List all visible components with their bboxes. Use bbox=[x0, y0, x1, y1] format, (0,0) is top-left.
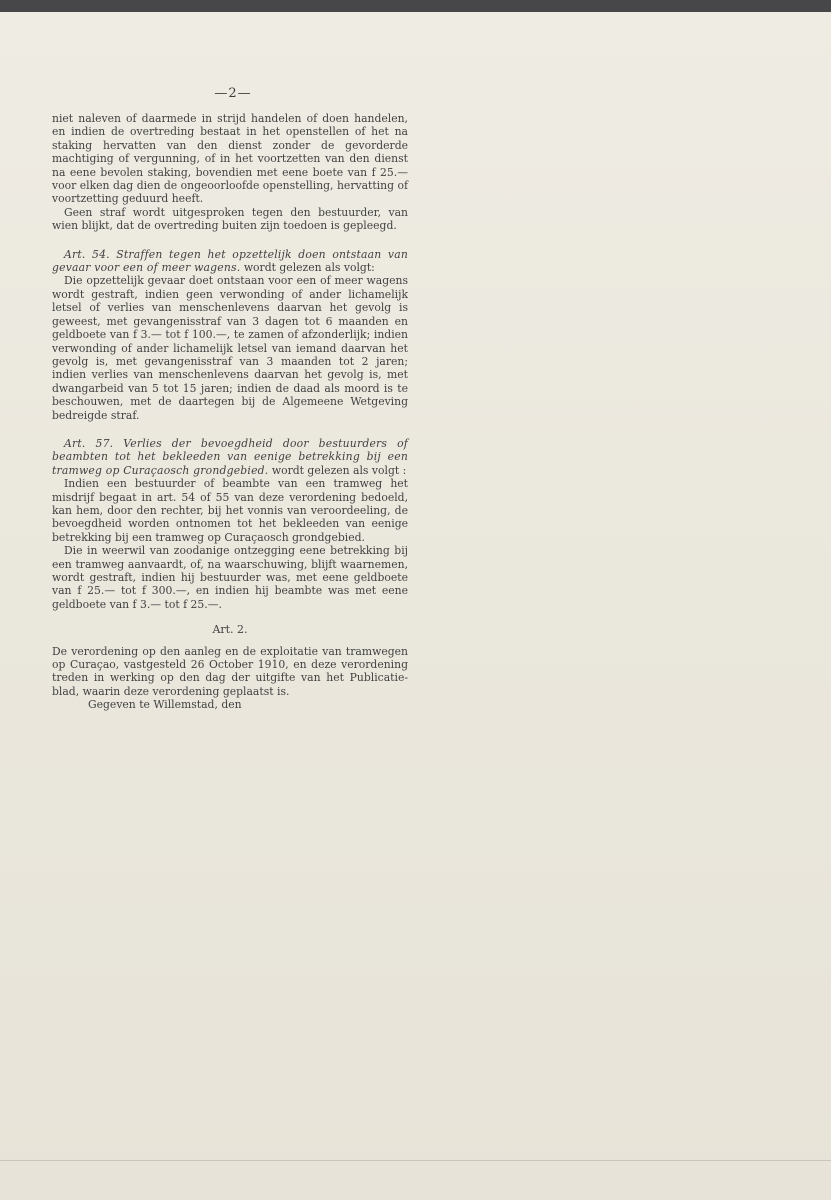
art2-heading: Art. 2. bbox=[212, 623, 248, 637]
art57-tail: wordt gelezen als volgt : bbox=[271, 463, 407, 477]
art54-heading: Art. 54. Straffen tegen het opzettelijk doen ontstaan van gevaar voor een of meer wagens. bbox=[52, 247, 408, 275]
art57-lead bbox=[52, 437, 408, 477]
art57-text-1: Indien een bestuurder of beambte van een tramweg het misdrijf begaat in art. 54 of 55 van deze verordening bedoeld, kan hem, door den rechter, bij het vonnis van veroordeeling, de bevoegdheid worden ontnomen tot het bekleeden van eenige betrekking bij een tramweg op Curaçaosch grondgebied. bbox=[52, 477, 408, 544]
document-body bbox=[52, 112, 408, 712]
art57-heading: Art. 57. Verlies der bevoegdheid door bestuurders of beambten tot het bekleeden van eenige betrekking bij een tramweg op Curaçaosch grondgebied. bbox=[52, 436, 408, 477]
paragraph-no-penalty: Geen straf wordt uitgesproken tegen den bestuurder, van wien blijkt, dat de overtreding buiten zijn toedoen is gepleegd. bbox=[52, 205, 408, 233]
paragraph-intro: niet naleven of daarmede in strijd handelen of doen handelen, en indien de overtreding bestaat in het openstellen of het na staking hervatten van den dienst zonder de gevorderde machtiging of vergunning, of in het voortzetten van den dienst na eene bevolen staking, bovendien met eene boete van f 25.— voor elken dag dien de ongeoorloofde openstelling, hervatting of voortzetting geduurd heeft. bbox=[52, 112, 408, 206]
art54-text: Die opzettelijk gevaar doet ontstaan voor een of meer wagens wordt gestraft, indien geen verwonding of ander lichamelijk letsel of verlies van menschenlevens daarvan het gevolg is geweest, met gevangenisstraf van 3 dagen tot 6 maanden en geldboete van f 3.— tot f 100.—, te zamen of afzonderlijk; indien verwonding of ander lichamelijk letsel van iemand daarvan het gevolg is, met gevangenisstraf van 3 maanden tot 2 jaren; indien verlies van menschenlevens daarvan het gevolg is, met dwangarbeid van 5 tot 15 jaren; indien de daad als moord is te beschouwen, met de daartegen bij de Algemeene Wetgeving bedreigde straf. bbox=[52, 274, 408, 422]
paper-fold-line bbox=[0, 1160, 831, 1161]
art2-text: De verordening op den aanleg en de exploitatie van tramwegen op Curaçao, vastgesteld 26 October 1910, en deze verordening treden in werking op den dag der uitgifte van het Publicatie-blad, waarin deze verordening geplaatst is. bbox=[52, 644, 408, 698]
closing-line: Gegeven te Willemstad, den bbox=[88, 698, 242, 712]
art54-tail: wordt gelezen als volgt: bbox=[243, 261, 375, 275]
page-number: —2— bbox=[214, 86, 252, 101]
scan-top-edge bbox=[0, 0, 831, 12]
art57-text-2: Die in weerwil van zoodanige ontzegging eene betrekking bij een tramweg aanvaardt, of, na waarschuwing, blijft waarnemen, wordt gestraft, indien hij bestuurder was, met eene geldboete van f 25.— tot f 300.—, en indien hij beambte was met eene geldboete van f 3.— tot f 25.—. bbox=[52, 544, 408, 611]
art54-lead bbox=[52, 248, 408, 275]
